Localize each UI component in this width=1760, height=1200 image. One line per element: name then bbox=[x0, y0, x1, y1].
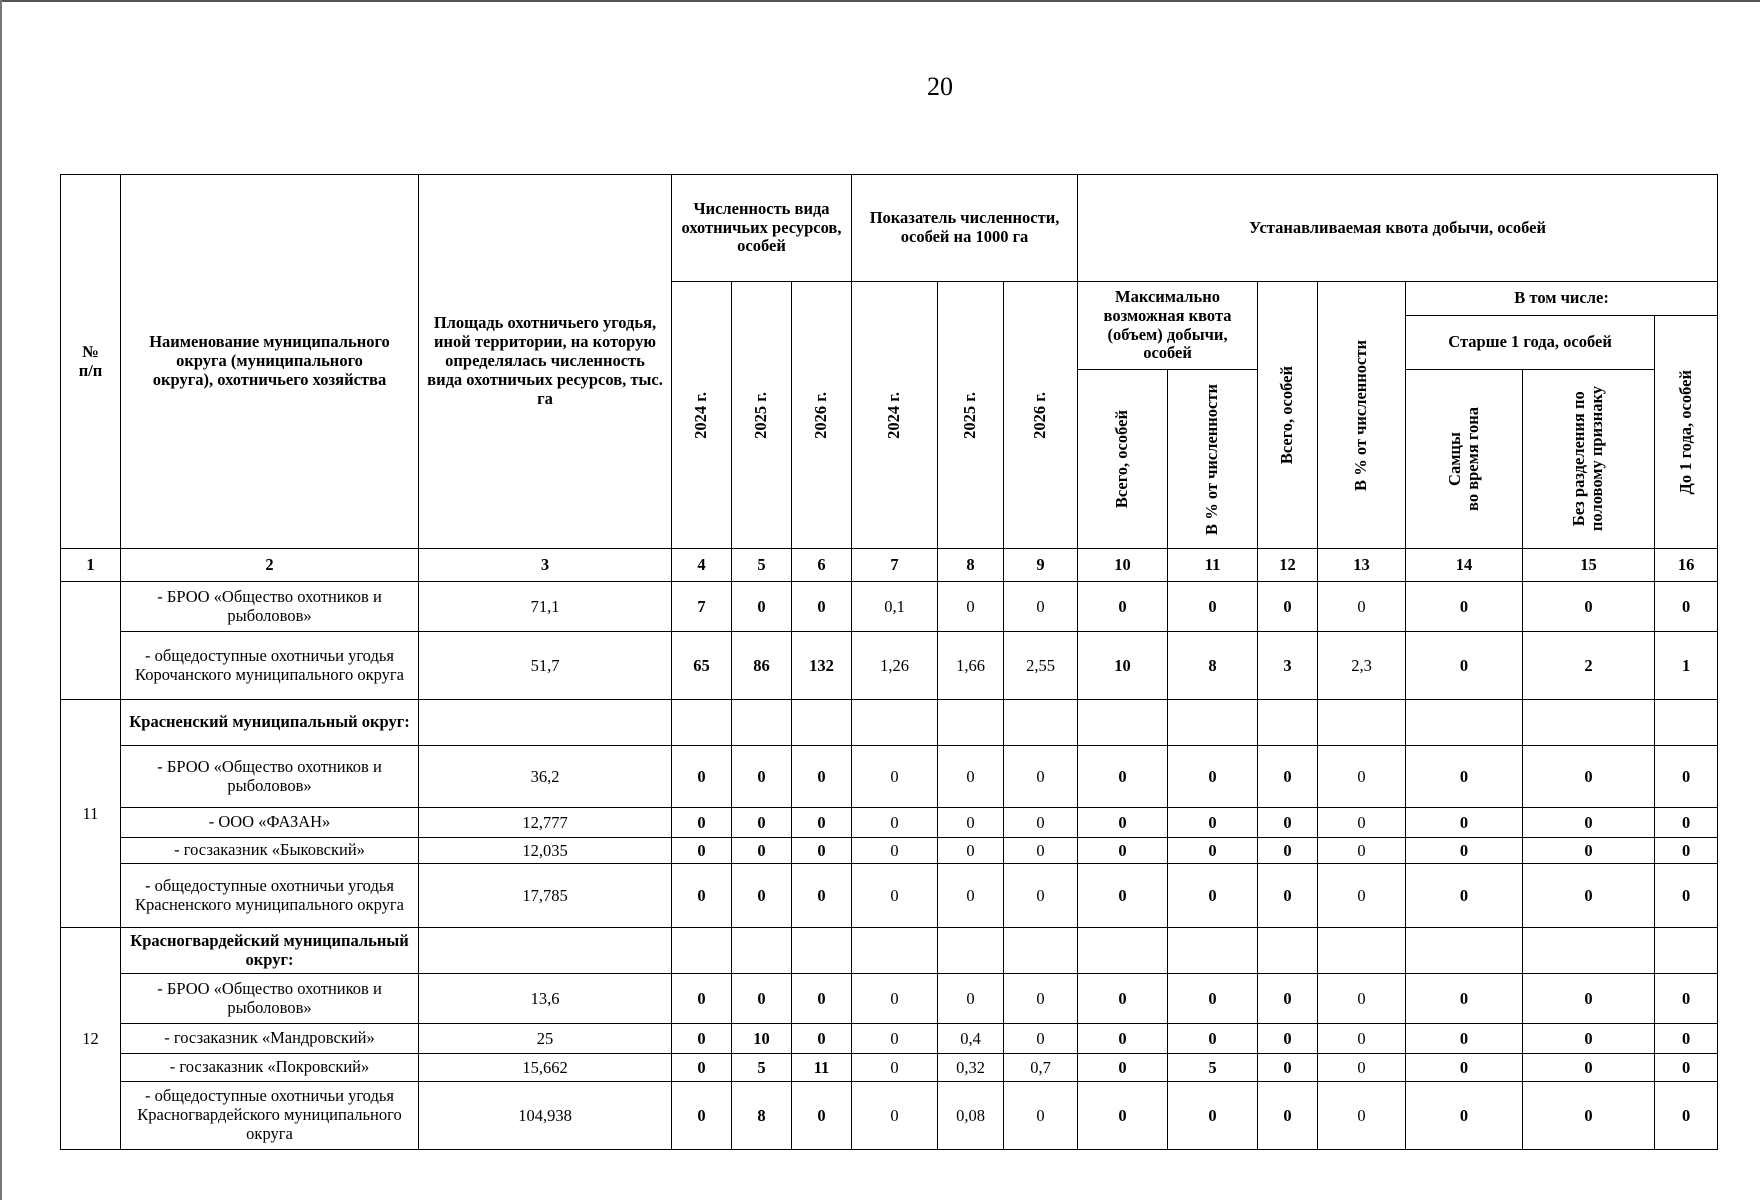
header-area: Площадь охотничьего угодья, иной территории, на которую определялась численность вида охотничьих ресурсов, тыс. га bbox=[419, 175, 672, 549]
value-cell: 0 bbox=[852, 808, 938, 838]
empty-cell bbox=[938, 700, 1004, 746]
table-header bbox=[61, 175, 1718, 582]
empty-cell bbox=[1004, 700, 1078, 746]
column-number: 7 bbox=[852, 549, 938, 582]
value-cell: 0 bbox=[792, 974, 852, 1024]
value-cell: 0 bbox=[1168, 582, 1258, 632]
value-cell: 13,6 bbox=[419, 974, 672, 1024]
value-cell: 8 bbox=[732, 1082, 792, 1150]
value-cell: 0 bbox=[938, 808, 1004, 838]
value-cell: 0 bbox=[1318, 1082, 1406, 1150]
value-cell: 0 bbox=[1318, 864, 1406, 928]
value-cell: 71,1 bbox=[419, 582, 672, 632]
value-cell: 0 bbox=[1004, 864, 1078, 928]
value-cell: 0 bbox=[1258, 838, 1318, 864]
value-cell: 0,7 bbox=[1004, 1054, 1078, 1082]
empty-cell bbox=[1258, 700, 1318, 746]
value-cell: 0 bbox=[792, 864, 852, 928]
value-cell: 0 bbox=[852, 864, 938, 928]
table-row bbox=[61, 864, 1718, 928]
value-cell: 0 bbox=[672, 808, 732, 838]
header-density: Показатель численности, особей на 1000 га bbox=[852, 175, 1078, 282]
empty-cell bbox=[852, 928, 938, 974]
value-cell: 0 bbox=[1655, 838, 1718, 864]
table-row bbox=[61, 1082, 1718, 1150]
table-row bbox=[61, 974, 1718, 1024]
empty-cell bbox=[1655, 928, 1718, 974]
value-cell: 0 bbox=[1078, 746, 1168, 808]
header-nodiv-text: Без разделения по половому признаку bbox=[1569, 386, 1607, 532]
scan-edge-top bbox=[0, 0, 1760, 2]
value-cell: 0 bbox=[672, 1054, 732, 1082]
value-cell: 0 bbox=[792, 838, 852, 864]
value-cell: 0 bbox=[1078, 864, 1168, 928]
value-cell: 0 bbox=[672, 838, 732, 864]
value-cell: 0 bbox=[1318, 808, 1406, 838]
empty-cell bbox=[1523, 700, 1655, 746]
empty-cell bbox=[792, 928, 852, 974]
header-under1-text: До 1 года, особей bbox=[1675, 369, 1695, 495]
value-cell: 0 bbox=[852, 838, 938, 864]
value-cell: 11 bbox=[792, 1054, 852, 1082]
value-cell: 0 bbox=[938, 864, 1004, 928]
value-cell: 0 bbox=[792, 1082, 852, 1150]
value-cell: 0 bbox=[1004, 974, 1078, 1024]
empty-cell bbox=[1318, 928, 1406, 974]
hunting-ground-name: - общедоступные охотничьи угодья Красненского муниципального округа bbox=[121, 864, 419, 928]
empty-cell bbox=[419, 928, 672, 974]
header-den-2025-text: 2025 г. bbox=[960, 391, 980, 439]
table-row bbox=[61, 746, 1718, 808]
value-cell: 0 bbox=[1655, 1054, 1718, 1082]
header-den-2026-text: 2026 г. bbox=[1030, 391, 1050, 439]
value-cell: 2 bbox=[1523, 632, 1655, 700]
value-cell: 12,035 bbox=[419, 838, 672, 864]
header-max-pct-text: В % от численности bbox=[1202, 383, 1222, 535]
row-index: 12 bbox=[61, 928, 121, 1150]
value-cell: 0 bbox=[1406, 974, 1523, 1024]
empty-cell bbox=[1406, 928, 1523, 974]
value-cell: 0 bbox=[672, 746, 732, 808]
value-cell: 1 bbox=[1655, 632, 1718, 700]
table-body bbox=[61, 582, 1718, 1150]
value-cell: 0,4 bbox=[938, 1024, 1004, 1054]
value-cell: 0 bbox=[1258, 864, 1318, 928]
column-number: 4 bbox=[672, 549, 732, 582]
value-cell: 0 bbox=[1406, 838, 1523, 864]
value-cell: 51,7 bbox=[419, 632, 672, 700]
table-row bbox=[61, 632, 1718, 700]
value-cell: 0,32 bbox=[938, 1054, 1004, 1082]
value-cell: 36,2 bbox=[419, 746, 672, 808]
value-cell: 0 bbox=[792, 1024, 852, 1054]
value-cell: 0 bbox=[1078, 838, 1168, 864]
header-pop-2024-text: 2024 г. bbox=[691, 391, 711, 439]
value-cell: 0 bbox=[792, 808, 852, 838]
value-cell: 0 bbox=[732, 582, 792, 632]
value-cell: 0 bbox=[1318, 1024, 1406, 1054]
value-cell: 0 bbox=[1318, 746, 1406, 808]
value-cell: 5 bbox=[732, 1054, 792, 1082]
value-cell: 0 bbox=[732, 974, 792, 1024]
value-cell: 0,1 bbox=[852, 582, 938, 632]
empty-cell bbox=[419, 700, 672, 746]
row-index bbox=[61, 582, 121, 700]
value-cell: 0 bbox=[1258, 1054, 1318, 1082]
column-number: 6 bbox=[792, 549, 852, 582]
value-cell: 0 bbox=[1004, 808, 1078, 838]
district-title: Красногвардейский муниципальный округ: bbox=[121, 928, 419, 974]
value-cell: 0 bbox=[672, 1082, 732, 1150]
header-quota-total-text: Всего, особей bbox=[1277, 365, 1297, 465]
page-number: 20 bbox=[927, 72, 953, 101]
value-cell: 0 bbox=[1078, 1054, 1168, 1082]
header-quota-total bbox=[1258, 282, 1318, 549]
value-cell: 0 bbox=[1406, 1054, 1523, 1082]
value-cell: 0 bbox=[852, 1024, 938, 1054]
value-cell: 0 bbox=[1258, 746, 1318, 808]
hunting-ground-name: - БРОО «Общество охотников и рыболовов» bbox=[121, 582, 419, 632]
header-older: Старше 1 года, особей bbox=[1406, 316, 1655, 370]
value-cell: 0 bbox=[938, 746, 1004, 808]
value-cell: 0 bbox=[1406, 1082, 1523, 1150]
value-cell: 25 bbox=[419, 1024, 672, 1054]
header-under1 bbox=[1655, 316, 1718, 549]
empty-cell bbox=[1318, 700, 1406, 746]
value-cell: 0 bbox=[852, 1082, 938, 1150]
value-cell: 0 bbox=[792, 582, 852, 632]
empty-cell bbox=[1655, 700, 1718, 746]
hunting-ground-name: - БРОО «Общество охотников и рыболовов» bbox=[121, 746, 419, 808]
column-number: 10 bbox=[1078, 549, 1168, 582]
table-row bbox=[61, 1054, 1718, 1082]
hunting-ground-name: - госзаказник «Мандровский» bbox=[121, 1024, 419, 1054]
table-row bbox=[61, 700, 1718, 746]
value-cell: 0 bbox=[1523, 864, 1655, 928]
value-cell: 0 bbox=[1078, 974, 1168, 1024]
value-cell: 0 bbox=[1168, 1024, 1258, 1054]
value-cell: 0 bbox=[1258, 808, 1318, 838]
value-cell: 0 bbox=[792, 746, 852, 808]
table-row bbox=[61, 838, 1718, 864]
value-cell: 0 bbox=[1523, 838, 1655, 864]
value-cell: 1,66 bbox=[938, 632, 1004, 700]
value-cell: 0 bbox=[1258, 582, 1318, 632]
value-cell: 0 bbox=[732, 808, 792, 838]
value-cell: 0 bbox=[1004, 1024, 1078, 1054]
value-cell: 0 bbox=[938, 838, 1004, 864]
scan-edge-left bbox=[0, 0, 2, 1200]
header-max-pct bbox=[1168, 370, 1258, 549]
empty-cell bbox=[1168, 928, 1258, 974]
hunting-ground-name: - БРОО «Общество охотников и рыболовов» bbox=[121, 974, 419, 1024]
header-name: Наименование муниципального округа (муниципального округа), охотничьего хозяйства bbox=[121, 175, 419, 549]
hunting-ground-name: - госзаказник «Быковский» bbox=[121, 838, 419, 864]
value-cell: 0 bbox=[938, 582, 1004, 632]
table-row bbox=[61, 582, 1718, 632]
header-den-2026 bbox=[1004, 282, 1078, 549]
column-number-row bbox=[61, 549, 1718, 582]
value-cell: 0 bbox=[1406, 1024, 1523, 1054]
table-row bbox=[61, 928, 1718, 974]
value-cell: 0 bbox=[1655, 746, 1718, 808]
value-cell: 0 bbox=[1168, 974, 1258, 1024]
value-cell: 0 bbox=[1523, 746, 1655, 808]
header-nodiv bbox=[1523, 370, 1655, 549]
value-cell: 0 bbox=[1523, 582, 1655, 632]
value-cell: 0 bbox=[1523, 808, 1655, 838]
value-cell: 3 bbox=[1258, 632, 1318, 700]
header-males bbox=[1406, 370, 1523, 549]
value-cell: 0 bbox=[938, 974, 1004, 1024]
value-cell: 0 bbox=[1523, 1054, 1655, 1082]
value-cell: 65 bbox=[672, 632, 732, 700]
column-number: 3 bbox=[419, 549, 672, 582]
hunting-ground-name: - общедоступные охотничьи угодья Корочанского муниципального округа bbox=[121, 632, 419, 700]
header-pop-2025-text: 2025 г. bbox=[751, 391, 771, 439]
header-quota-pct bbox=[1318, 282, 1406, 549]
header-pop-2025 bbox=[732, 282, 792, 549]
header-quota: Устанавливаемая квота добычи, особей bbox=[1078, 175, 1718, 282]
value-cell: 0 bbox=[1004, 582, 1078, 632]
value-cell: 0 bbox=[1406, 632, 1523, 700]
value-cell: 10 bbox=[1078, 632, 1168, 700]
value-cell: 0 bbox=[1004, 1082, 1078, 1150]
header-quota-pct-text: В % от численности bbox=[1351, 339, 1371, 491]
column-number: 12 bbox=[1258, 549, 1318, 582]
value-cell: 0 bbox=[1655, 582, 1718, 632]
value-cell: 0 bbox=[1318, 974, 1406, 1024]
empty-cell bbox=[1168, 700, 1258, 746]
value-cell: 2,3 bbox=[1318, 632, 1406, 700]
value-cell: 0 bbox=[672, 1024, 732, 1054]
header-pop-2024 bbox=[672, 282, 732, 549]
district-title: Красненский муниципальный округ: bbox=[121, 700, 419, 746]
value-cell: 0 bbox=[1168, 746, 1258, 808]
value-cell: 0 bbox=[1168, 838, 1258, 864]
value-cell: 132 bbox=[792, 632, 852, 700]
value-cell: 0 bbox=[732, 746, 792, 808]
value-cell: 0,08 bbox=[938, 1082, 1004, 1150]
empty-cell bbox=[852, 700, 938, 746]
hunting-ground-name: - госзаказник «Покровский» bbox=[121, 1054, 419, 1082]
value-cell: 0 bbox=[1523, 1082, 1655, 1150]
empty-cell bbox=[732, 928, 792, 974]
value-cell: 0 bbox=[1655, 974, 1718, 1024]
header-population: Численность вида охотничьих ресурсов, особей bbox=[672, 175, 852, 282]
value-cell: 0 bbox=[1004, 746, 1078, 808]
value-cell: 7 bbox=[672, 582, 732, 632]
empty-cell bbox=[732, 700, 792, 746]
value-cell: 0 bbox=[852, 974, 938, 1024]
header-no: № п/п bbox=[61, 175, 121, 549]
value-cell: 0 bbox=[1004, 838, 1078, 864]
header-den-2024-text: 2024 г. bbox=[884, 391, 904, 439]
column-number: 8 bbox=[938, 549, 1004, 582]
value-cell: 1,26 bbox=[852, 632, 938, 700]
header-max-quota: Максимально возможная квота (объем) добычи, особей bbox=[1078, 282, 1258, 370]
value-cell: 0 bbox=[1655, 1024, 1718, 1054]
header-including: В том числе: bbox=[1406, 282, 1718, 316]
empty-cell bbox=[672, 928, 732, 974]
value-cell: 5 bbox=[1168, 1054, 1258, 1082]
value-cell: 0 bbox=[1078, 1024, 1168, 1054]
value-cell: 12,777 bbox=[419, 808, 672, 838]
hunting-quota-table bbox=[60, 174, 1718, 1150]
empty-cell bbox=[1523, 928, 1655, 974]
header-males-text: Самцы во время гона bbox=[1444, 407, 1483, 511]
value-cell: 0 bbox=[1078, 808, 1168, 838]
value-cell: 0 bbox=[1406, 864, 1523, 928]
value-cell: 0 bbox=[1258, 1082, 1318, 1150]
header-den-2024 bbox=[852, 282, 938, 549]
column-number: 5 bbox=[732, 549, 792, 582]
value-cell: 0 bbox=[672, 864, 732, 928]
value-cell: 15,662 bbox=[419, 1054, 672, 1082]
value-cell: 0 bbox=[1318, 582, 1406, 632]
value-cell: 0 bbox=[1655, 808, 1718, 838]
column-number: 11 bbox=[1168, 549, 1258, 582]
column-number: 14 bbox=[1406, 549, 1523, 582]
value-cell: 0 bbox=[1168, 864, 1258, 928]
empty-cell bbox=[938, 928, 1004, 974]
value-cell: 8 bbox=[1168, 632, 1258, 700]
value-cell: 0 bbox=[1655, 864, 1718, 928]
empty-cell bbox=[1406, 700, 1523, 746]
column-number: 16 bbox=[1655, 549, 1718, 582]
value-cell: 0 bbox=[1523, 1024, 1655, 1054]
value-cell: 0 bbox=[1258, 1024, 1318, 1054]
hunting-ground-name: - общедоступные охотничьи угодья Красногвардейского муниципального округа bbox=[121, 1082, 419, 1150]
value-cell: 10 bbox=[732, 1024, 792, 1054]
hunting-ground-name: - ООО «ФАЗАН» bbox=[121, 808, 419, 838]
value-cell: 0 bbox=[732, 838, 792, 864]
value-cell: 0 bbox=[1523, 974, 1655, 1024]
value-cell: 0 bbox=[852, 746, 938, 808]
header-den-2025 bbox=[938, 282, 1004, 549]
value-cell: 17,785 bbox=[419, 864, 672, 928]
value-cell: 0 bbox=[732, 864, 792, 928]
value-cell: 0 bbox=[1406, 746, 1523, 808]
empty-cell bbox=[1078, 928, 1168, 974]
column-number: 13 bbox=[1318, 549, 1406, 582]
empty-cell bbox=[1078, 700, 1168, 746]
table-row bbox=[61, 808, 1718, 838]
value-cell: 0 bbox=[1655, 1082, 1718, 1150]
header-max-total bbox=[1078, 370, 1168, 549]
value-cell: 0 bbox=[1078, 582, 1168, 632]
value-cell: 2,55 bbox=[1004, 632, 1078, 700]
column-number: 1 bbox=[61, 549, 121, 582]
value-cell: 0 bbox=[672, 974, 732, 1024]
column-number: 9 bbox=[1004, 549, 1078, 582]
header-pop-2026-text: 2026 г. bbox=[811, 391, 831, 439]
row-index: 11 bbox=[61, 700, 121, 928]
table-row bbox=[61, 1024, 1718, 1054]
value-cell: 104,938 bbox=[419, 1082, 672, 1150]
value-cell: 0 bbox=[1168, 808, 1258, 838]
value-cell: 0 bbox=[1318, 838, 1406, 864]
value-cell: 0 bbox=[1258, 974, 1318, 1024]
empty-cell bbox=[1258, 928, 1318, 974]
header-pop-2026 bbox=[792, 282, 852, 549]
value-cell: 0 bbox=[1406, 808, 1523, 838]
value-cell: 0 bbox=[1168, 1082, 1258, 1150]
value-cell: 0 bbox=[1078, 1082, 1168, 1150]
column-number: 2 bbox=[121, 549, 419, 582]
value-cell: 0 bbox=[852, 1054, 938, 1082]
value-cell: 86 bbox=[732, 632, 792, 700]
empty-cell bbox=[672, 700, 732, 746]
header-max-total-text: Всего, особей bbox=[1112, 409, 1132, 509]
empty-cell bbox=[1004, 928, 1078, 974]
value-cell: 0 bbox=[1406, 582, 1523, 632]
column-number: 15 bbox=[1523, 549, 1655, 582]
empty-cell bbox=[792, 700, 852, 746]
value-cell: 0 bbox=[1318, 1054, 1406, 1082]
